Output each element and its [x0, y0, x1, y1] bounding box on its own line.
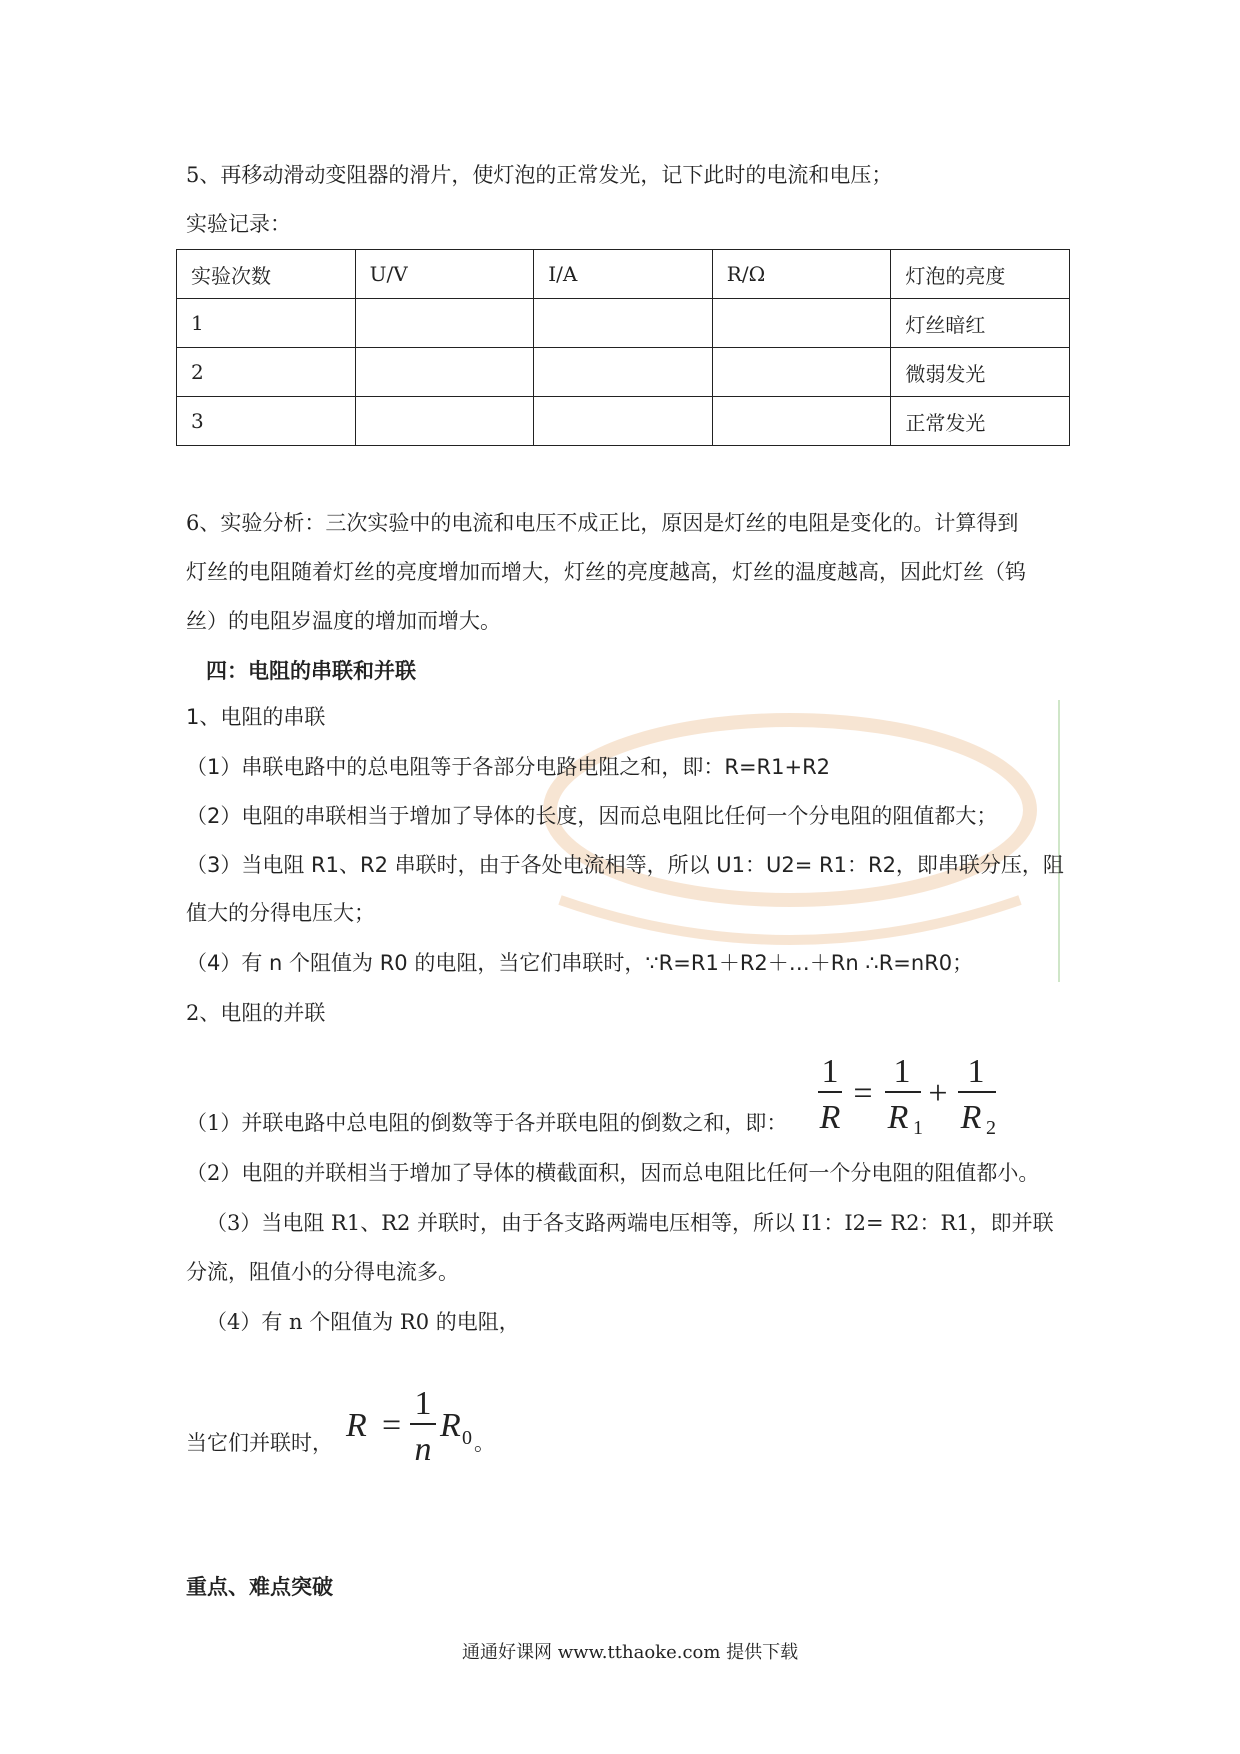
formula-equals: =	[853, 1075, 873, 1112]
table-cell: 3	[177, 397, 356, 446]
series-item-1: （1）串联电路中的总电阻等于各部分电路电阻之和，即：R=R1+R2	[186, 755, 831, 779]
table-header-row	[177, 250, 1070, 299]
formula-equals: =	[382, 1407, 402, 1444]
table-cell: 2	[177, 348, 356, 397]
key-points-heading: 重点、难点突破	[186, 1574, 333, 1599]
table-cell: 微弱发光	[891, 348, 1070, 397]
section-4-title: 四：电阻的串联和并联	[206, 658, 416, 683]
table-header-cell: 实验次数	[177, 250, 356, 299]
watermark-logo	[520, 700, 1060, 980]
table-header-cell: U/V	[355, 250, 534, 299]
formula-numerator: 1	[414, 1385, 432, 1422]
formula-subscript: 2	[986, 1117, 996, 1138]
series-title: 1、电阻的串联	[186, 705, 326, 729]
table-cell	[534, 299, 713, 348]
formula-lhs: R	[346, 1407, 367, 1444]
table-header-cell: 灯泡的亮度	[891, 250, 1070, 299]
table-row	[177, 397, 1070, 446]
series-item-3b: 值大的分得电压大；	[186, 901, 375, 925]
formula-denominator: R	[960, 1099, 982, 1136]
table-cell: 1	[177, 299, 356, 348]
formula-denominator: n	[414, 1431, 432, 1468]
formula-subscript: 0	[462, 1427, 472, 1449]
table-cell	[534, 397, 713, 446]
table-cell	[355, 397, 534, 446]
footer-text: 通通好课网 www.tthaoke.com 提供下载	[462, 1642, 799, 1663]
table-cell: 灯丝暗红	[891, 299, 1070, 348]
formula-numerator: 1	[967, 1053, 985, 1090]
formula-subscript: 1	[913, 1117, 923, 1138]
table-header-cell: R/Ω	[712, 250, 891, 299]
step-5-text: 5、再移动滑动变阻器的滑片，使灯泡的正常发光，记下此时的电流和电压；	[186, 163, 893, 187]
parallel-formula	[810, 1048, 1000, 1138]
analysis-line-3: 丝）的电阻岁温度的增加而增大。	[186, 609, 501, 633]
table-row	[177, 299, 1070, 348]
table-cell	[712, 299, 891, 348]
table-cell	[534, 348, 713, 397]
analysis-line-1: 6、实验分析：三次实验中的电流和电压不成正比，原因是灯丝的电阻是变化的。计算得到	[186, 511, 1019, 535]
table-row	[177, 348, 1070, 397]
record-label: 实验记录：	[186, 212, 291, 236]
series-item-2: （2）电阻的串联相当于增加了导体的长度，因而总电阻比任何一个分电阻的阻值都大；	[186, 804, 998, 828]
formula-r0: R	[440, 1407, 461, 1444]
series-item-4: （4）有 n 个阻值为 R0 的电阻，当它们串联时，∵R=R1＋R2＋…＋Rn ∴R=nR0；	[186, 951, 974, 975]
parallel-item-3a: （3）当电阻 R1、R2 并联时，由于各支路两端电压相等，所以 I1：I2= R2：R1，即并联	[206, 1211, 1054, 1235]
parallel-item-1: （1）并联电路中总电阻的倒数等于各并联电阻的倒数之和，即：	[186, 1111, 788, 1135]
table-cell	[712, 397, 891, 446]
formula-numerator: 1	[893, 1053, 911, 1090]
formula-denominator: R	[819, 1099, 841, 1136]
parallel-item-2: （2）电阻的并联相当于增加了导体的横截面积，因而总电阻比任何一个分电阻的阻值都小。	[186, 1161, 1040, 1185]
parallel-item-4b: 当它们并联时，	[186, 1431, 333, 1455]
formula-denominator: R	[887, 1099, 909, 1136]
formula-period: 。	[474, 1431, 495, 1455]
table-cell	[355, 299, 534, 348]
formula-plus: +	[928, 1075, 948, 1112]
table-cell: 正常发光	[891, 397, 1070, 446]
parallel-item-3b: 分流，阻值小的分得电流多。	[186, 1260, 459, 1284]
table-header-cell: I/A	[534, 250, 713, 299]
table-cell	[712, 348, 891, 397]
formula-numerator: 1	[821, 1053, 839, 1090]
parallel-item-4: （4）有 n 个阻值为 R0 的电阻，	[206, 1310, 520, 1334]
series-item-3a: （3）当电阻 R1、R2 串联时，由于各处电流相等，所以 U1：U2= R1：R2，即串联分压，阻	[186, 853, 1064, 877]
parallel-title: 2、电阻的并联	[186, 1001, 326, 1025]
table-cell	[355, 348, 534, 397]
analysis-line-2: 灯丝的电阻随着灯丝的亮度增加而增大，灯丝的亮度越高，灯丝的温度越高，因此灯丝（钨	[186, 560, 1026, 584]
parallel-n-formula	[340, 1380, 480, 1470]
experiment-record-table	[176, 249, 1070, 446]
margin-line	[1058, 700, 1060, 982]
